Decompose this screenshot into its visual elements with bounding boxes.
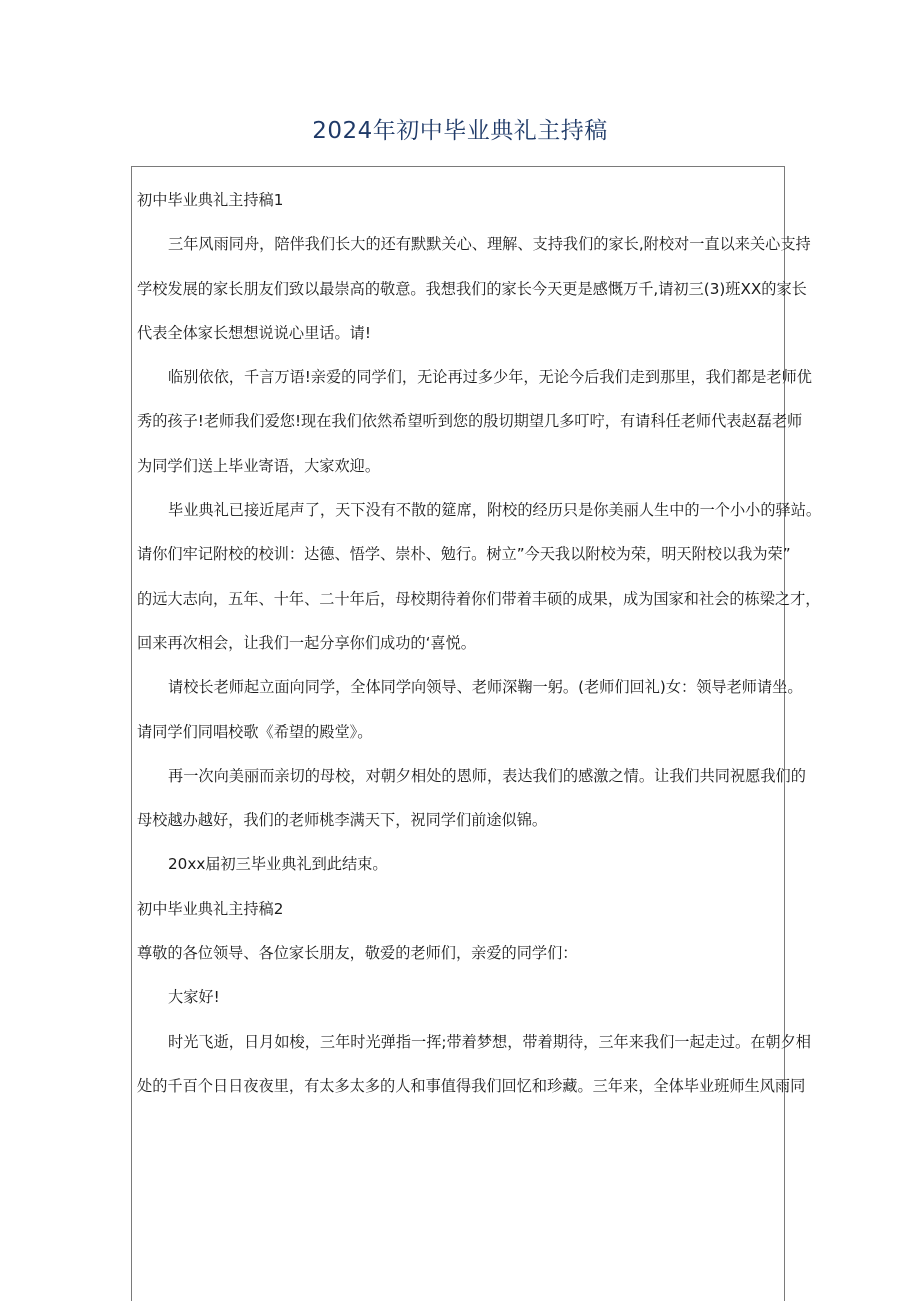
text-line: 尊敬的各位领导、各位家长朋友，敬爱的老师们，亲爱的同学们： — [137, 944, 578, 963]
text-line: 为同学们送上毕业寄语，大家欢迎。 — [137, 456, 380, 475]
text-line: 20xx届初三毕业典礼到此结束。 — [168, 855, 388, 874]
document-title: 2024年初中毕业典礼主持稿 — [312, 118, 608, 144]
text-line: 请同学们同唱校歌《希望的殿堂》。 — [137, 722, 373, 741]
text-line: 请你们牢记附校的校训：达德、悟学、崇朴、勉行。树立”今天我以附校为荣，明天附校以我为荣” — [137, 545, 791, 564]
text-line: 初中毕业典礼主持稿1 — [137, 191, 284, 209]
text-line: 母校越办越好，我们的老师桃李满天下，祝同学们前途似锦。 — [137, 811, 548, 830]
text-line: 再一次向美丽而亲切的母校，对朝夕相处的恩师，表达我们的感激之情。让我们共同祝愿我们的 — [168, 766, 806, 785]
text-line: 的远大志向，五年、十年、二十年后，母校期待着你们带着丰硕的成果，成为国家和社会的栋梁之才， — [137, 589, 821, 608]
text-line: 秀的孩子!老师我们爱您!现在我们依然希望听到您的殷切期望几多叮咛，有请科任老师代表赵磊老师 — [137, 412, 803, 431]
text-line: 初中毕业典礼主持稿2 — [137, 899, 284, 918]
text-line: 大家好! — [168, 988, 220, 1007]
document-body — [137, 178, 822, 1108]
text-line: 毕业典礼已接近尾声了，天下没有不散的筵席，附校的经历只是你美丽人生中的一个小小的驿站。 — [168, 501, 822, 520]
text-line: 代表全体家长想想说说心里话。请! — [137, 323, 371, 342]
text-line: 回来再次相会，让我们一起分享你们成功的‘喜悦。 — [137, 633, 476, 652]
text-line: 处的千百个日日夜夜里，有太多太多的人和事值得我们回忆和珍藏。三年来，全体毕业班师生风雨同 — [137, 1076, 806, 1095]
text-line: 临别依依，千言万语!亲爱的同学们，无论再过多少年，无论今后我们走到那里，我们都是老师优 — [168, 368, 812, 387]
text-line: 学校发展的家长朋友们致以最崇高的敬意。我想我们的家长今天更是感慨万千,请初三(3)班XX的家长 — [137, 279, 807, 298]
text-line: 时光飞逝，日月如梭，三年时光弹指一挥;带着梦想，带着期待，三年来我们一起走过。在朝夕相 — [168, 1032, 811, 1051]
text-line: 三年风雨同舟，陪伴我们长大的还有默默关心、理解、支持我们的家长,附校对一直以来关心支持 — [168, 235, 811, 254]
text-line: 请校长老师起立面向同学，全体同学向领导、老师深鞠一躬。(老师们回礼)女：领导老师请坐。 — [168, 678, 803, 697]
